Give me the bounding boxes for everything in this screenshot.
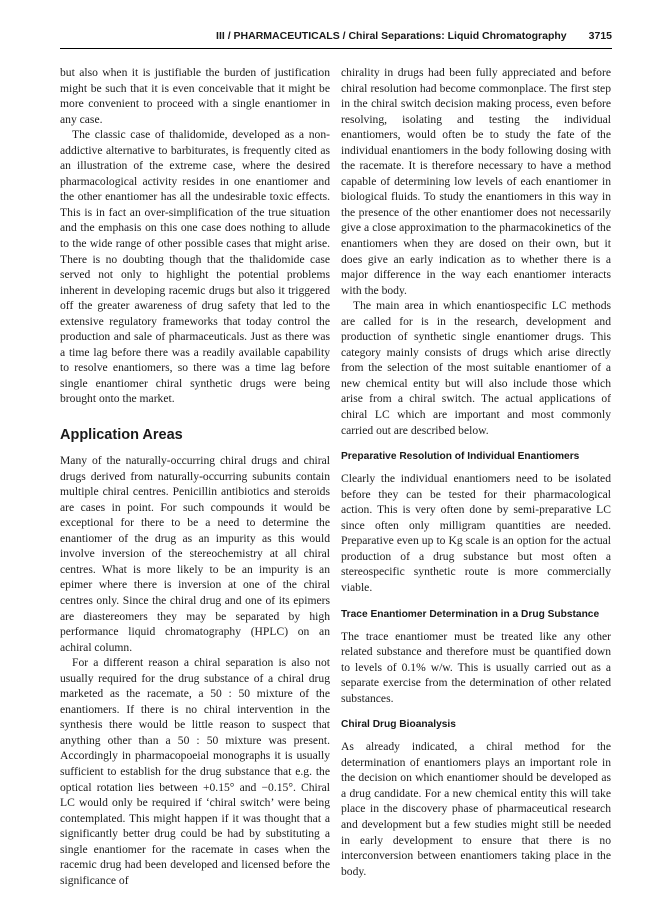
paragraph: As already indicated, a chiral method for the determination of enantiomers plays an important role in the decision on which enantiomer should be developed as a drug candidate. For a new chemical entity this will take place in the discovery phase of pharmaceutical research and development but a few studies might still be needed in early development to ensure that there is no interconversion between enantiomers taking place in the body. (341, 740, 611, 878)
right-column (341, 65, 611, 879)
paragraph: Clearly the individual enantiomers need to be isolated before they can be tested for their pharmacological action. This is very often done by semi-preparative LC since often only milligram quantities are needed. Preparative even up to Kg scale is an option for the actual production of a drug substance but most often a stereospecific synthetic route is more commercially viable. (341, 472, 611, 594)
paragraph: chirality in drugs had been fully appreciated and before chiral resolution had become commonplace. The first step in the chiral switch decision making process, even before resolving, isolating and testing the individual enantiomers, would often be to study the fate of the individual enantiomers in the body following dosing with the racemate. It is therefore necessary to have a method capable of determining low levels of each enantiomer in biological fluids. To study the enantiomers in this way in the presence of the other enantiomer does not necessarily give a close approximation to the pharmacokinetics of the enantiomers when they are dosed on their own, but it does give an early indication as to whether there is a major difference in the way each enantiomer interacts with the body. (341, 66, 611, 297)
subheading-chiral-drug-bioanalysis: Chiral Drug Bioanalysis (341, 719, 456, 731)
running-header (60, 30, 612, 49)
paragraph: For a different reason a chiral separation is also not usually required for the drug substance of a chiral drug marketed as the racemate, a 50 : 50 mixture of the enantiomers. If there is no chiral intervention in the synthesis there would be little reason to suspect that anything other than a 50 : 50 mixture was present. Accordingly in pharmacopoeial monographs it is usually sufficient to establish for the drug substance that e.g. the optical rotation lies between +0.15° and −0.15°. Chiral LC would only be required if ‘chiral switch’ were being contemplated. This might happen if it was thought that a significantly better drug could be had by substituting a single enantiomer for the racemate in cases when the racemic drug had been developed and licensed before the significance of (60, 656, 330, 887)
paragraph: but also when it is justifiable the burden of justification might be such that it is even conceivable that it might be more convenient to proceed with a single enantiomer in any case. (60, 66, 330, 126)
section-heading-application-areas: Application Areas (60, 427, 183, 444)
page-number: 3715 (588, 30, 612, 42)
paragraph: Many of the naturally-occurring chiral drugs and chiral drugs derived from naturally-occurring subunits contain multiple chiral centres. Penicillin antibiotics and steroids are cases in point. For such compounds it would be exceptional for there to be a need to determine the enantiomer of the drug as an impurity as this would involve inversion of the stereochemistry at all chiral centres. What is more likely to be an impurity is an epimer where there is inversion at one of the chiral centres only. Since the chiral drug and one of its epimers are diastereomers they may be separated by high performance liquid chromatography (HPLC) on an achiral column. (60, 454, 330, 654)
subheading-preparative-resolution: Preparative Resolution of Individual Enantiomers (341, 451, 580, 463)
subheading-trace-enantiomer: Trace Enantiomer Determination in a Drug Substance (341, 608, 600, 620)
paragraph: The main area in which enantiospecific LC methods are called for is in the research, development and production of synthetic single enantiomer drugs. This category mainly consists of drugs which arise directly from the selection of the most suitable enantiomer of a new chemical entity but will also include those which arise from a chiral switch. The actual applications of chiral LC which are important and most commonly carried out are described below. (341, 299, 611, 437)
paragraph: The trace enantiomer must be treated like any other related substance and therefore must be quantified down to levels of 0.1% w/w. This is usually carried out as a separate exercise from the determination of other related substances. (341, 629, 611, 705)
left-column (60, 65, 330, 888)
paragraph: The classic case of thalidomide, developed as a non-addictive alternative to barbiturates, is frequently cited as an illustration of the extreme case, where the desired pharmacological activity resides in one enantiomer and the other enantiomer has all the undesirable toxic effects. This is in fact an over-simplification of the true situation and the emphasis on this one case does nothing to allude to the wide range of other possible cases that might arise. There is no doubting though that the thalidomide case served not only to highlight the potential problems inherent in developing racemic drugs but also it triggered off the greater awareness of drug safety that led to the extensive regulatory frameworks that today control the production and sale of pharmaceuticals. Just as there was a time lag before there was a readily available capability to resolve enantiomers, so there was a time lag before single enantiomer chiral synthetic drugs were being brought onto the market. (60, 128, 330, 406)
running-title: III / PHARMACEUTICALS / Chiral Separations: Liquid Chromatography (216, 30, 567, 42)
